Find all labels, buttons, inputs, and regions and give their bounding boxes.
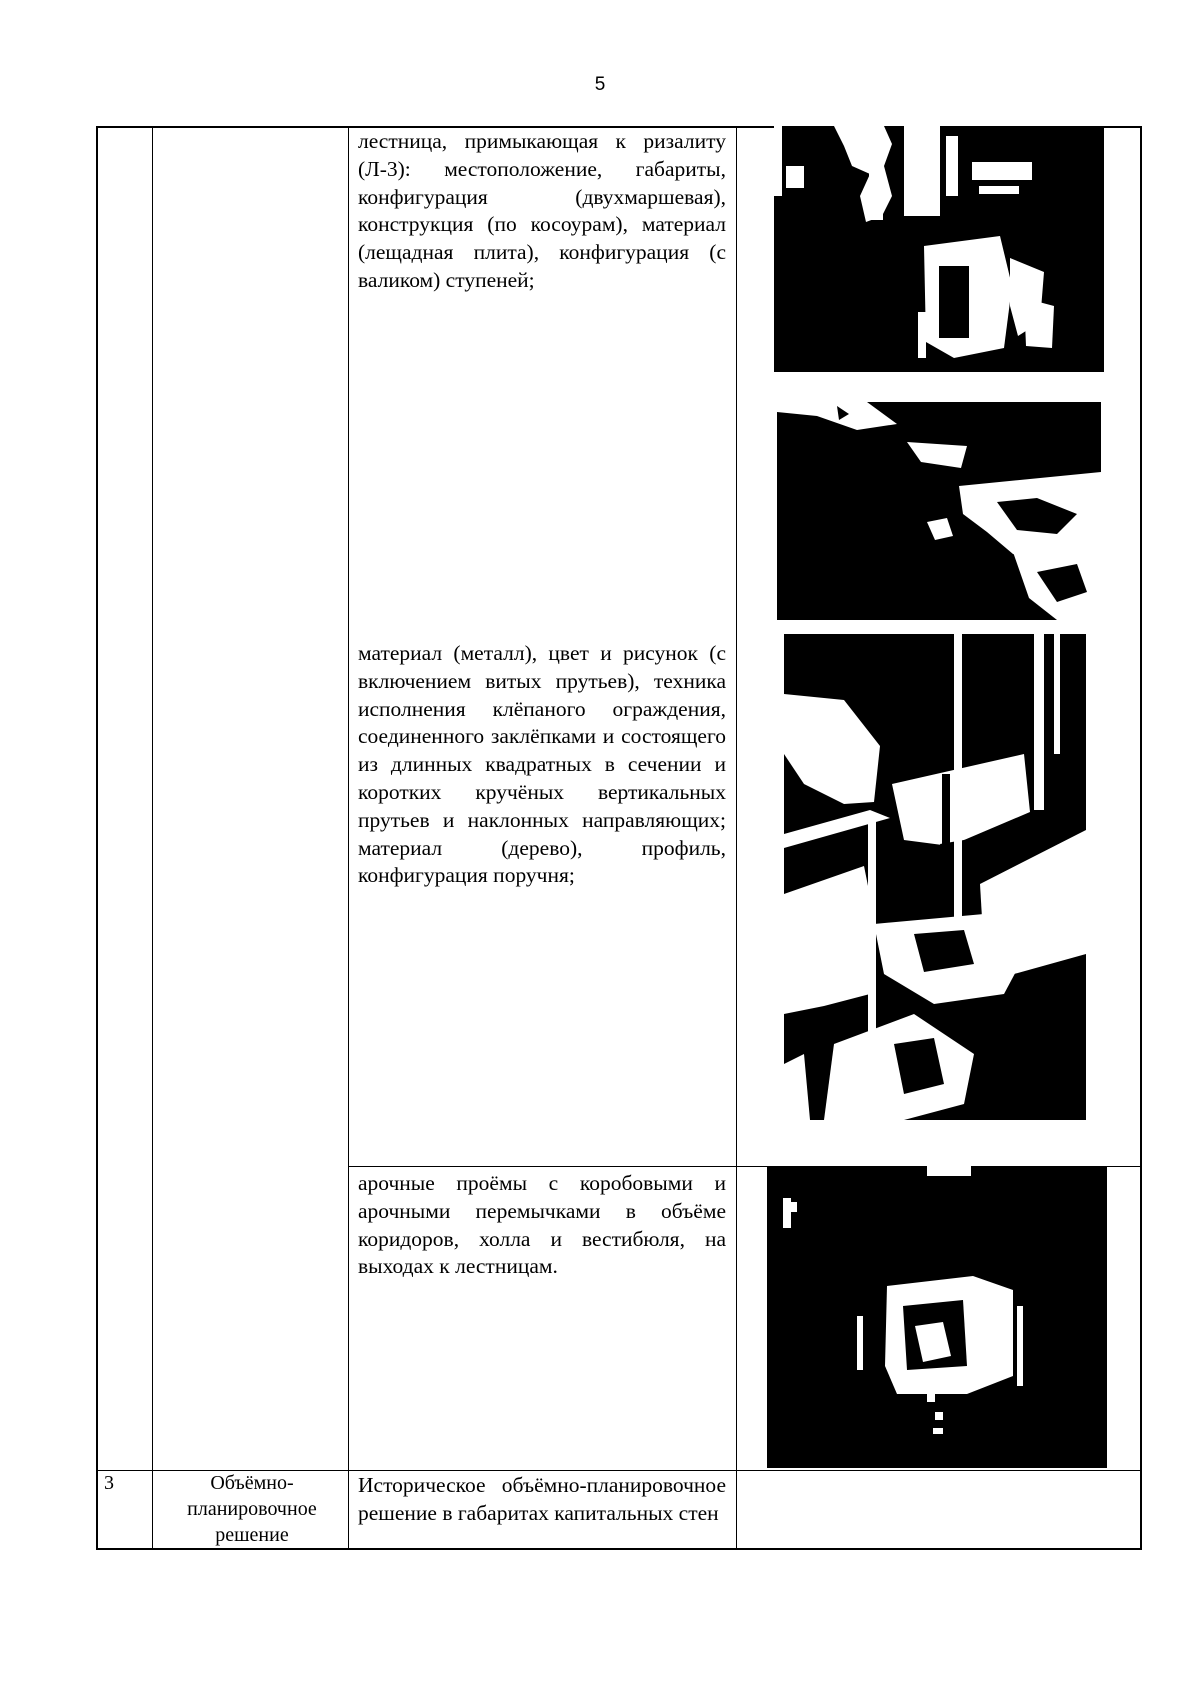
stair-photo bbox=[774, 126, 1104, 372]
row-number: 3 bbox=[104, 1472, 114, 1494]
steps-photo bbox=[777, 402, 1101, 620]
column-divider bbox=[152, 126, 153, 1550]
railing-photo bbox=[784, 634, 1086, 1120]
column-divider bbox=[736, 126, 737, 1550]
cell-text-row3: Историческое объёмно-планировочное решение в габаритах капитальных стен bbox=[358, 1473, 726, 1525]
arch-photo bbox=[767, 1166, 1107, 1468]
cell-text-arches: арочные проёмы с коробовыми и арочными перемычками в объёме коридоров, холла и вестибюля, на выходах к лестницам. bbox=[358, 1171, 726, 1279]
cell-text-railing: материал (металл), цвет и рисунок (с включением витых прутьев), техника исполнения клёпаного ограждения, соединенного заклёпками и состоящего из длинных квадратных в сечении и коротких кручёных вертикальных прутьев и наклонных направляющих; материал (дерево), профиль, конфигурация поручня; bbox=[358, 641, 726, 888]
row-category: Объёмно-планировочное решение bbox=[187, 1472, 317, 1546]
column-divider bbox=[348, 126, 349, 1550]
page-number: 5 bbox=[594, 74, 606, 95]
cell-text-stair: лестница, примыкающая к ризалиту (Л-3): местоположение, габариты, конфигурация (двухмаршевая), конструкция (по косоурам), материал (лещадная плита), конфигурация (с валиком) ступеней; bbox=[358, 129, 726, 292]
